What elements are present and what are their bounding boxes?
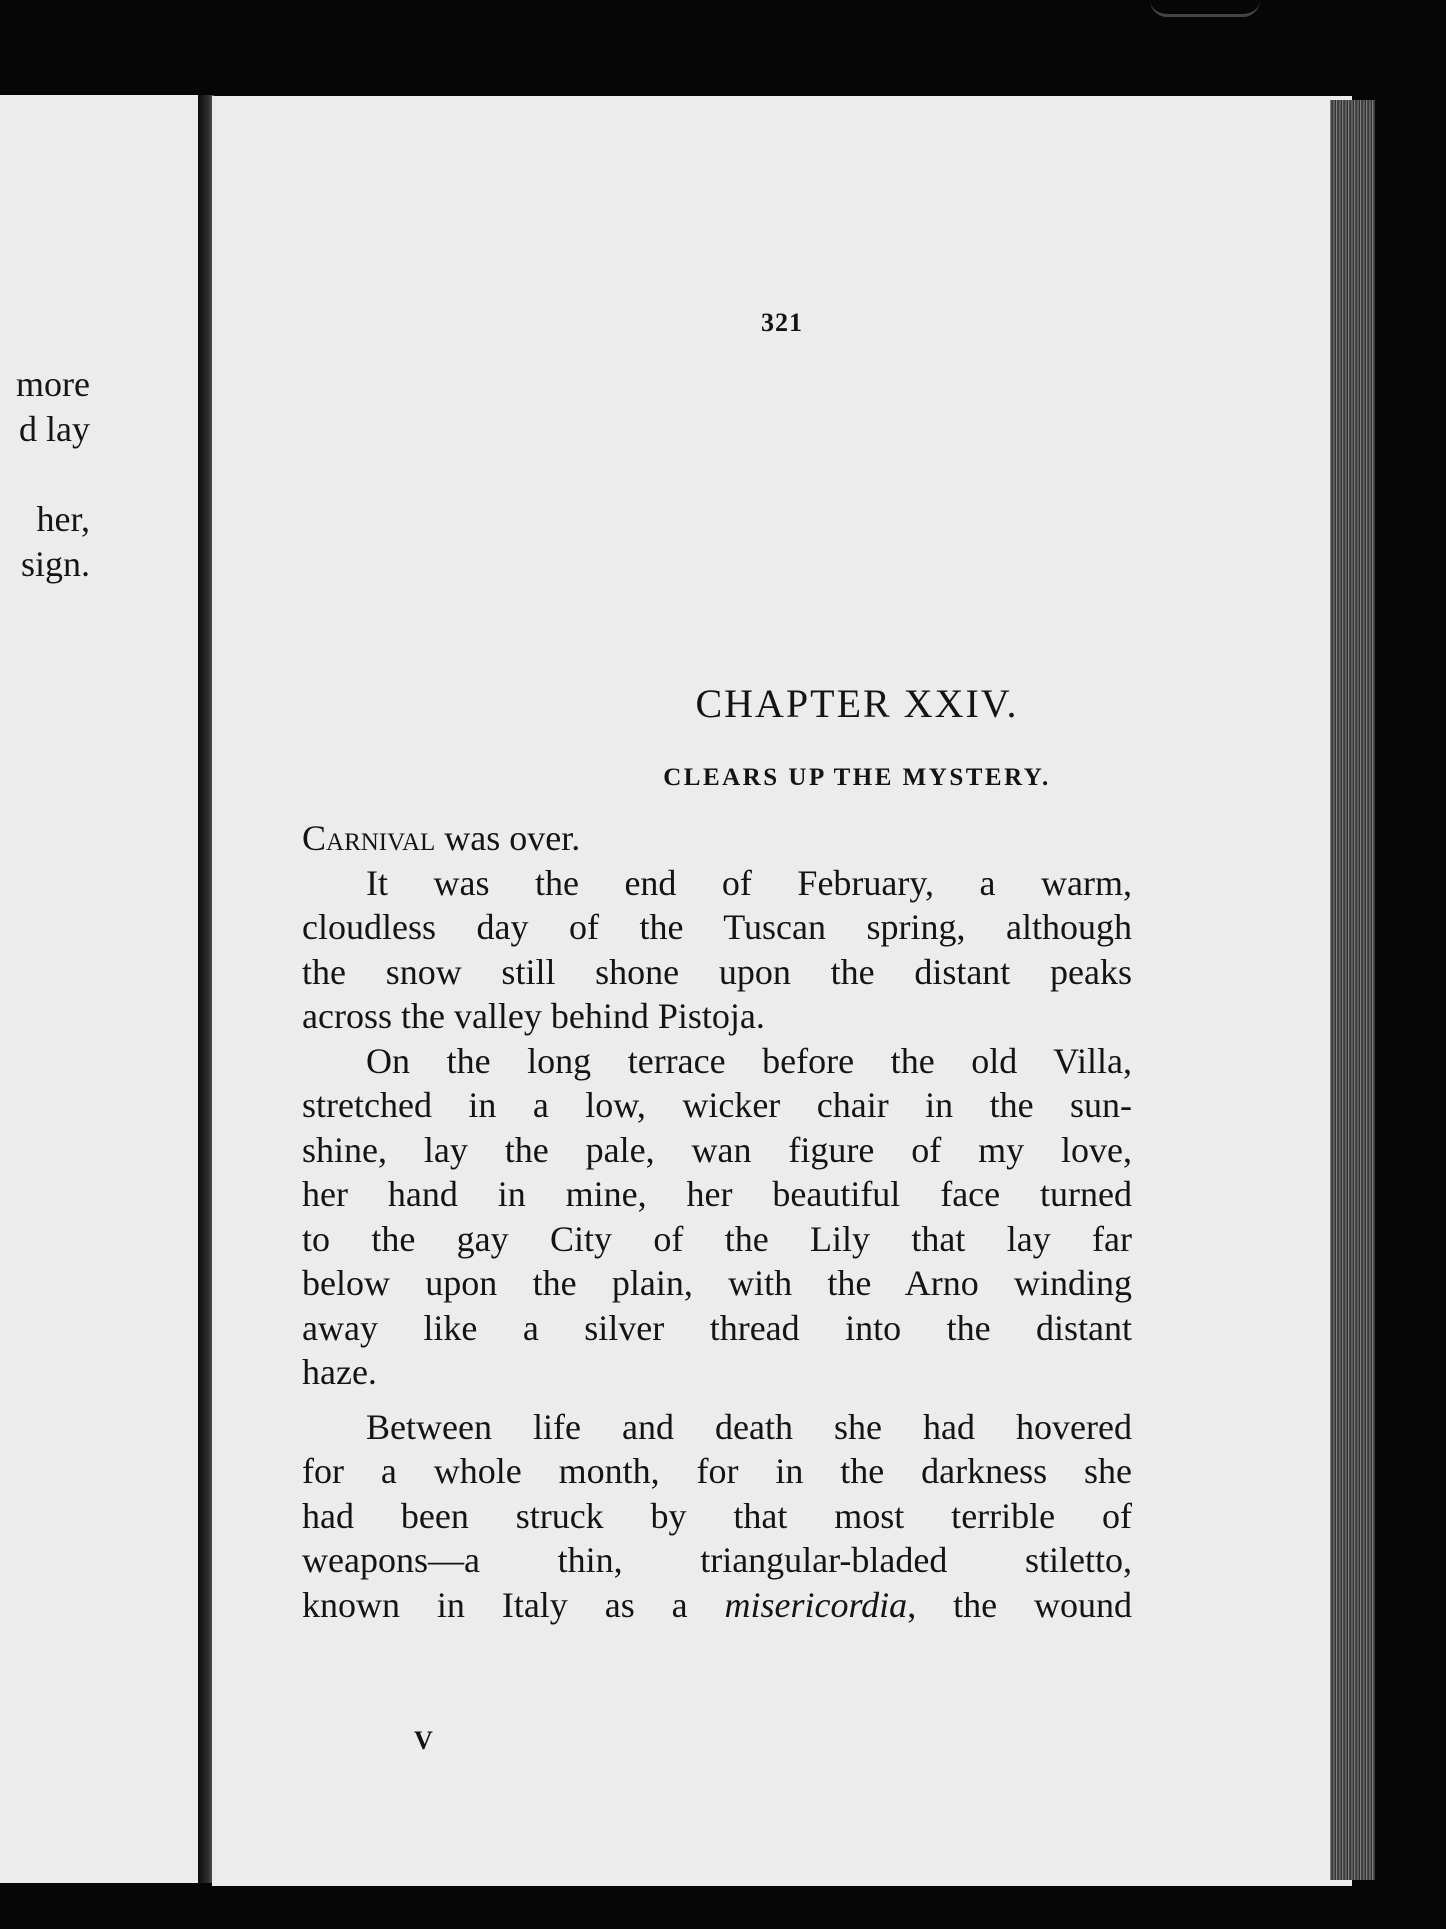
text-line: shine, lay the pale, wan figure of my love,: [302, 1129, 1132, 1170]
chapter-subtitle: CLEARS UP THE MYSTERY.: [663, 764, 1051, 791]
left-page-fragment: d lay: [19, 409, 90, 449]
text-line: her hand in mine, her beautiful face turned: [302, 1174, 1132, 1214]
lead-word: Carnival: [302, 818, 436, 858]
text-span: was over.: [444, 818, 581, 858]
text-line: haze.: [302, 1352, 377, 1392]
text-line: across the valley behind Pistoja.: [302, 996, 765, 1036]
italic-term: misericordia: [724, 1584, 908, 1625]
text-line: below upon the plain, with the Arno winding: [302, 1263, 1132, 1303]
text-line: weapons—a thin, triangular-bladed stiletto,: [302, 1540, 1132, 1580]
chapter-title: CHAPTER XXIV.: [695, 681, 1019, 726]
text-line: had been struck by that most terrible of: [302, 1495, 1132, 1536]
text-line: On the long terrace before the old Villa,: [366, 1040, 1132, 1081]
text-line: the snow still shone upon the distant peaks: [302, 951, 1132, 992]
text-line: stretched in a low, wicker chair in the sun-: [302, 1085, 1132, 1125]
text-line: cloudless day of the Tuscan spring, although: [302, 907, 1132, 947]
left-page-fragment: more: [16, 364, 90, 404]
left-page-fragment: sign.: [20, 544, 90, 584]
left-page: [0, 95, 202, 1883]
text-line: to the gay City of the Lily that lay far: [302, 1218, 1132, 1259]
signature-mark: V: [414, 1726, 433, 1755]
text-line: [302, 816, 1132, 861]
text-line: [302, 1583, 1132, 1628]
page-edge: [1330, 100, 1375, 1880]
text-span: known in Italy as a: [302, 1584, 688, 1625]
right-page: [212, 96, 1352, 1886]
chapter-body: [302, 816, 1132, 1627]
page-number: 321: [761, 308, 803, 337]
text-line: Between life and death she had hovered: [366, 1406, 1132, 1447]
text-line: for a whole month, for in the darkness she: [302, 1451, 1132, 1491]
text-span: , the wound: [907, 1584, 1133, 1625]
left-page-fragment: her,: [36, 499, 90, 539]
paragraph-gap: [302, 1395, 1132, 1405]
scan-artifact: [1150, 0, 1260, 17]
text-line: It was the end of February, a warm,: [366, 862, 1132, 903]
text-line: away like a silver thread into the distant: [302, 1307, 1132, 1348]
